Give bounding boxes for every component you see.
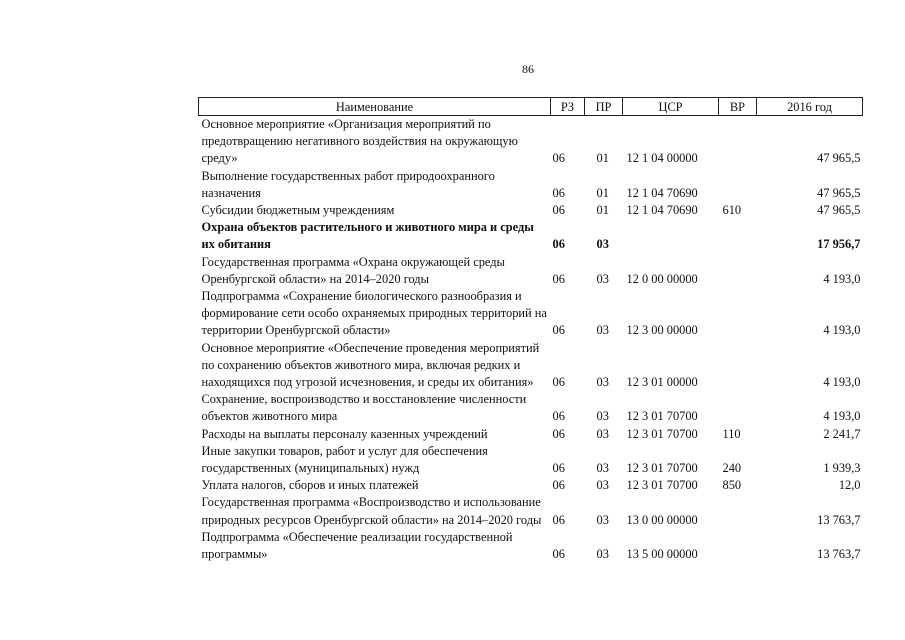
cell-sum: 47 965,5	[817, 185, 861, 200]
table-row	[199, 116, 863, 168]
table-row	[199, 168, 863, 202]
cell-name: Субсидии бюджетным учреждениям	[201, 203, 395, 218]
cell-name: Выполнение государственных работ природоохранного назначения	[201, 168, 495, 200]
cell-sum: 47 965,5	[817, 151, 861, 166]
table-row	[199, 202, 863, 219]
cell-vr	[719, 219, 757, 253]
cell-csr: 13 5 00 00000	[626, 547, 698, 562]
cell-name: Основное мероприятие «Организация мероприятий по предотвращению негативного воздействия на окружающую среду»	[201, 117, 518, 166]
cell-rz: 06	[552, 185, 565, 200]
header-sum: 2016 год	[757, 98, 863, 116]
cell-rz: 06	[552, 478, 565, 493]
cell-vr	[719, 254, 757, 288]
cell-csr: 12 3 01 70700	[626, 426, 698, 441]
cell-pr: 03	[596, 547, 609, 562]
cell-vr: 240	[722, 461, 742, 476]
table-row	[199, 391, 863, 425]
cell-name: Государственная программа «Воспроизводство и использование природных ресурсов Оренбургской области» на 2014–2020 годы	[201, 495, 542, 527]
cell-csr: 12 3 01 70700	[626, 478, 698, 493]
cell-csr: 12 3 01 70700	[626, 409, 698, 424]
cell-sum: 13 763,7	[817, 547, 861, 562]
cell-sum: 17 956,7	[817, 237, 861, 252]
cell-csr: 12 1 04 70690	[626, 203, 698, 218]
cell-sum: 4 193,0	[823, 409, 861, 424]
cell-pr: 03	[596, 409, 609, 424]
cell-sum: 2 241,7	[823, 426, 861, 441]
cell-pr: 03	[596, 478, 609, 493]
table-row	[199, 426, 863, 443]
cell-csr: 12 0 00 00000	[626, 271, 698, 286]
cell-name: Подпрограмма «Обеспечение реализации государственной программы»	[201, 529, 513, 562]
cell-rz: 06	[552, 409, 565, 424]
cell-vr	[719, 116, 757, 168]
cell-rz: 06	[552, 151, 565, 166]
cell-rz: 06	[552, 461, 565, 476]
header-pr: ПР	[585, 98, 623, 116]
cell-rz: 06	[552, 547, 565, 562]
cell-sum: 1 939,3	[823, 461, 861, 476]
cell-csr	[623, 219, 719, 253]
cell-rz: 06	[552, 237, 565, 252]
cell-vr	[719, 494, 757, 528]
cell-rz: 06	[552, 426, 565, 441]
page-number: 86	[522, 62, 534, 76]
cell-vr	[719, 529, 757, 563]
cell-name: Подпрограмма «Сохранение биологического разнообразия и формирование сети особо охраняемых природных территорий на территории Оренбургской области»	[201, 289, 547, 338]
cell-pr: 01	[596, 203, 609, 218]
cell-name: Государственная программа «Охрана окружающей среды Оренбургской области» на 2014–2020 годы	[201, 254, 505, 286]
cell-csr: 13 0 00 00000	[626, 512, 698, 527]
table-row	[199, 340, 863, 392]
cell-name: Уплата налогов, сборов и иных платежей	[201, 478, 419, 493]
cell-pr: 01	[596, 185, 609, 200]
cell-pr: 03	[596, 375, 609, 390]
budget-table	[198, 97, 863, 563]
cell-sum: 47 965,5	[817, 203, 861, 218]
table-row	[199, 443, 863, 477]
cell-rz: 06	[552, 323, 565, 338]
cell-vr	[719, 288, 757, 340]
cell-vr: 850	[722, 478, 742, 493]
cell-vr	[719, 168, 757, 202]
cell-name: Расходы на выплаты персоналу казенных учреждений	[201, 426, 488, 441]
table-row	[199, 254, 863, 288]
cell-rz: 06	[552, 203, 565, 218]
cell-vr	[719, 391, 757, 425]
cell-pr: 01	[596, 151, 609, 166]
cell-pr: 03	[596, 426, 609, 441]
cell-pr: 03	[596, 323, 609, 338]
cell-csr: 12 3 01 70700	[626, 461, 698, 476]
cell-pr: 03	[596, 237, 609, 252]
cell-vr: 110	[722, 426, 741, 441]
cell-name: Основное мероприятие «Обеспечение проведения мероприятий по сохранению объектов животного мира, включая редких и находящихся под угрозой исчезновения, и среды их обитания»	[201, 340, 540, 390]
header-name: Наименование	[199, 98, 551, 116]
table-row	[199, 529, 863, 563]
cell-rz: 06	[552, 375, 565, 390]
cell-csr: 12 3 01 00000	[626, 375, 698, 390]
cell-pr: 03	[596, 461, 609, 476]
table-row	[199, 494, 863, 528]
cell-name: Охрана объектов растительного и животного мира и среды их обитания	[201, 220, 534, 252]
cell-csr: 12 1 04 00000	[626, 151, 698, 166]
cell-name: Сохранение, воспроизводство и восстановление численности объектов животного мира	[201, 392, 527, 424]
cell-pr: 03	[596, 512, 609, 527]
cell-vr: 610	[722, 203, 742, 218]
cell-sum: 4 193,0	[823, 323, 861, 338]
table-header-row	[199, 98, 863, 116]
header-rz: РЗ	[551, 98, 585, 116]
cell-sum: 4 193,0	[823, 375, 861, 390]
cell-sum: 13 763,7	[817, 512, 861, 527]
cell-csr: 12 1 04 70690	[626, 185, 698, 200]
cell-pr: 03	[596, 271, 609, 286]
cell-name: Иные закупки товаров, работ и услуг для обеспечения государственных (муниципальных) нужд	[201, 443, 488, 476]
header-csr: ЦСР	[623, 98, 719, 116]
table-row	[199, 219, 863, 253]
cell-sum: 12,0	[838, 478, 861, 493]
table-row	[199, 477, 863, 494]
cell-rz: 06	[552, 271, 565, 286]
header-vr: ВР	[719, 98, 757, 116]
cell-sum: 4 193,0	[823, 271, 861, 286]
table-row	[199, 288, 863, 340]
cell-rz: 06	[552, 512, 565, 527]
cell-vr	[719, 340, 757, 392]
cell-csr: 12 3 00 00000	[626, 323, 698, 338]
